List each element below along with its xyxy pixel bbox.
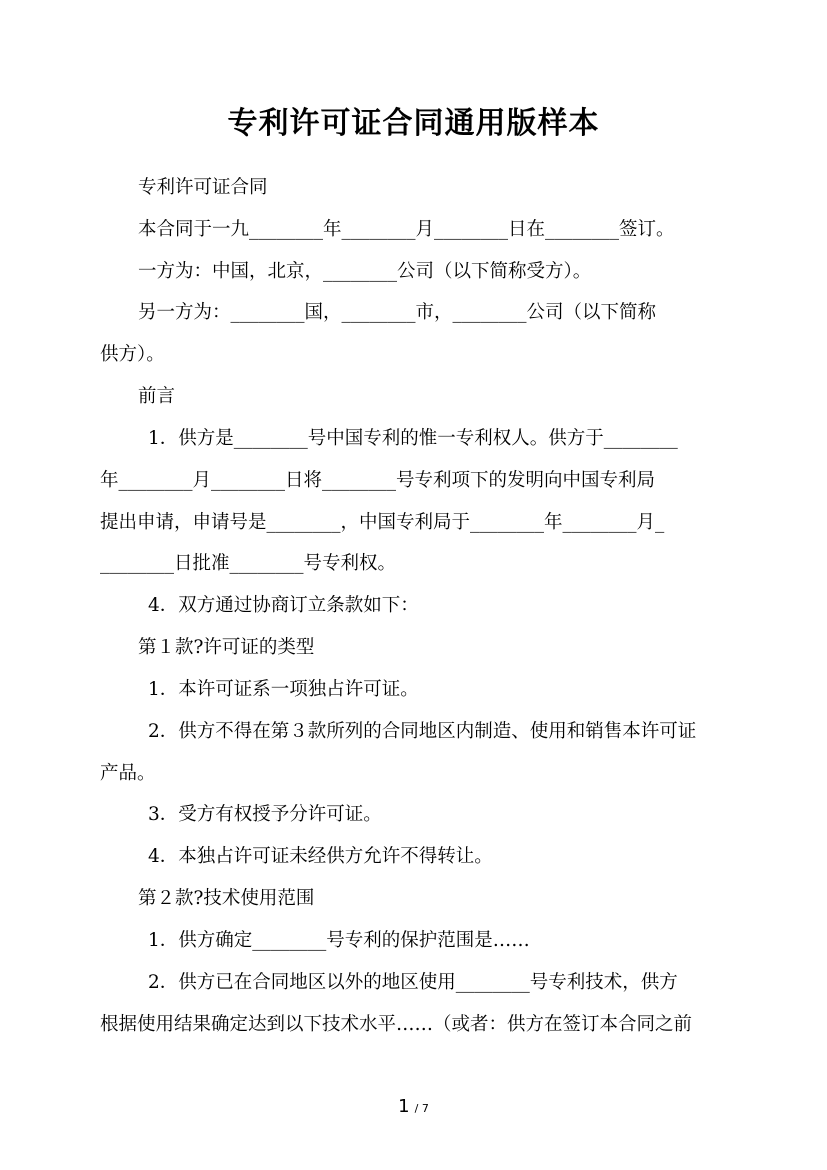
paragraph-line: 一方为：中国，北京，________公司（以下简称受方）。 xyxy=(138,261,592,282)
paragraph-line: 本合同于一九________年________月________日在________签订。 xyxy=(138,219,675,240)
document-title: 专利许可证合同通用版样本 xyxy=(227,106,600,141)
section-heading: 第１款?许可证的类型 xyxy=(138,637,315,658)
paragraph-line: 产品。 xyxy=(100,763,156,784)
paragraph-line: ________日批准________号专利权。 xyxy=(100,553,397,574)
page-footer xyxy=(0,1096,827,1117)
paragraph-line: 4．双方通过协商订立条款如下： xyxy=(148,595,419,616)
paragraph-line: 2．供方不得在第３款所列的合同地区内制造、使用和销售本许可证 xyxy=(148,721,697,742)
paragraph-line: 3．受方有权授予分许可证。 xyxy=(148,804,382,825)
paragraph-line: 1．供方确定________号专利的保护范围是…… xyxy=(148,930,530,951)
section-heading: 前言 xyxy=(138,386,176,407)
paragraph-line: 另一方为：________国，________市，________公司（以下简称 xyxy=(138,302,657,323)
paragraph-line: 供方）。 xyxy=(100,344,165,365)
paragraph-line: 1．本许可证系一项独占许可证。 xyxy=(148,679,419,700)
paragraph-line: 1．供方是________号中国专利的惟一专利权人。供方于________ xyxy=(148,428,678,449)
page-number: 1 xyxy=(398,1096,410,1117)
page-total: / 7 xyxy=(414,1102,429,1115)
contract-subtitle: 专利许可证合同 xyxy=(138,177,268,198)
paragraph-line: 提出申请，申请号是________，中国专利局于________年________月_ xyxy=(100,512,665,533)
paragraph-line: 4．本独占许可证未经供方允许不得转让。 xyxy=(148,846,493,867)
paragraph-line: 2．供方已在合同地区以外的地区使用________号专利技术，供方 xyxy=(148,972,678,993)
paragraph-line: 根据使用结果确定达到以下技术水平……（或者：供方在签订本合同之前 xyxy=(100,1014,693,1035)
section-heading: 第２款?技术使用范围 xyxy=(138,888,315,909)
paragraph-line: 年________月________日将________号专利项下的发明向中国专利局 xyxy=(100,470,656,491)
